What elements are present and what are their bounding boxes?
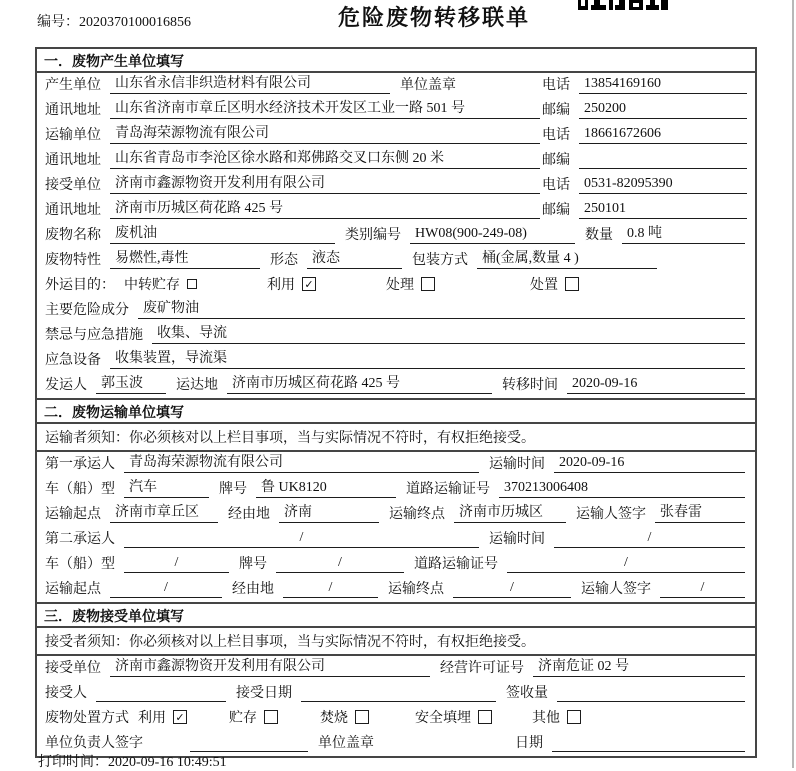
field-value: 青岛海荣源物流有限公司	[110, 122, 540, 144]
manifest-form	[35, 47, 757, 758]
checkbox-unchecked	[478, 710, 492, 724]
field-value: 收集、导流	[152, 322, 745, 344]
field-value: 0531-82095390	[579, 176, 747, 194]
field-value: 2020-09-16	[554, 455, 745, 473]
field-value: 桶(金属,数量 4 )	[477, 247, 657, 269]
field-label: 第一承运人	[45, 457, 115, 472]
field-label: 运输时间	[489, 457, 545, 472]
field-value: 青岛海荣源物流有限公司	[124, 451, 479, 473]
checkbox-checked: ✓	[173, 710, 187, 724]
checkbox-field	[386, 274, 435, 294]
checkbox-label: 贮存	[229, 711, 257, 726]
field-label: 签收量	[506, 686, 548, 701]
field-value: 济南市历城区荷花路 425 号	[227, 372, 492, 394]
spacer	[316, 293, 386, 294]
form-row	[37, 477, 755, 502]
field-label: 通讯地址	[45, 103, 101, 118]
field-label: 禁忌与应急措施	[45, 328, 143, 343]
form-row	[37, 502, 755, 527]
field-label: 经营许可证号	[440, 661, 524, 676]
field-value: /	[660, 580, 745, 598]
field-label: 运输时间	[489, 532, 545, 547]
checkbox-label: 其他	[532, 711, 560, 726]
field-label: 发运人	[45, 378, 87, 393]
field-value: 郭玉波	[96, 372, 166, 394]
form-row	[37, 123, 755, 148]
field-value: 济南	[279, 501, 379, 523]
field-value: 鲁 UK8120	[256, 476, 396, 498]
field-label: 废物处置方式	[45, 711, 129, 726]
section-note: 接受者须知：你必须核对以上栏目事项，当与实际情况不符时，有权拒绝接受。	[37, 628, 755, 656]
field-label: 第二承运人	[45, 532, 115, 547]
page-edge-line	[792, 0, 794, 768]
field-label: 车（船）型	[45, 557, 115, 572]
document-header	[0, 0, 796, 47]
field-label: 单位负责人签字	[45, 736, 143, 751]
field-value: 液态	[307, 247, 402, 269]
field-label: 电话	[542, 128, 570, 143]
field-label: 经由地	[232, 582, 274, 597]
field-label: 运输单位	[45, 128, 101, 143]
form-row	[37, 552, 755, 577]
form-row	[37, 173, 755, 198]
print-time	[38, 751, 227, 771]
field-label: 运输终点	[389, 507, 445, 522]
page-title: 危险废物转移联单	[337, 5, 530, 30]
form-row	[37, 323, 755, 348]
form-section-2	[37, 398, 755, 602]
field-value: HW08(900-249-08)	[410, 226, 575, 244]
field-value: 废矿物油	[138, 297, 745, 319]
field-label: 道路运输证号	[414, 557, 498, 572]
checkbox-field	[229, 707, 278, 727]
checkbox-label: 安全填埋	[415, 711, 471, 726]
field-value	[301, 684, 496, 702]
checkbox-label: 利用	[267, 278, 295, 293]
field-value: 山东省永信非织造材料有限公司	[110, 72, 390, 94]
checkbox-unchecked	[264, 710, 278, 724]
field-label: 邮编	[542, 103, 570, 118]
field-value: 0.8 吨	[622, 222, 745, 244]
field-label: 包装方式	[412, 253, 468, 268]
field-value	[96, 684, 226, 702]
checkbox-field	[320, 707, 369, 727]
field-label: 日期	[515, 736, 543, 751]
field-value: 济南危证 02 号	[533, 655, 745, 677]
field-label: 通讯地址	[45, 203, 101, 218]
field-label: 数量	[585, 228, 613, 243]
field-label: 接受人	[45, 686, 87, 701]
spacer	[492, 726, 532, 727]
field-label: 接受单位	[45, 661, 101, 676]
checkbox-field	[415, 707, 492, 727]
field-value: 易燃性,毒性	[110, 247, 260, 269]
section-header: 三．废物接受单位填写	[37, 604, 755, 628]
field-value: /	[554, 530, 745, 548]
field-value: /	[124, 530, 479, 548]
checkbox-label: 处置	[530, 278, 558, 293]
field-value	[557, 684, 745, 702]
section-note: 运输者须知：你必须核对以上栏目事项，当与实际情况不符时，有权拒绝接受。	[37, 424, 755, 452]
checkbox-unchecked	[187, 279, 197, 289]
form-row	[37, 527, 755, 552]
field-value: 13854169160	[579, 76, 747, 94]
field-label: 接受单位	[45, 178, 101, 193]
field-label: 道路运输证号	[406, 482, 490, 497]
field-label: 废物名称	[45, 228, 101, 243]
field-value	[190, 734, 308, 752]
field-label: 单位盖章	[318, 736, 374, 751]
field-group	[542, 174, 747, 194]
form-row	[37, 198, 755, 223]
checkbox-field	[532, 707, 581, 727]
field-label: 运输起点	[45, 582, 101, 597]
field-label: 邮编	[542, 153, 570, 168]
field-label: 电话	[542, 78, 570, 93]
form-row	[37, 452, 755, 477]
form-row	[37, 348, 755, 373]
field-value	[552, 734, 745, 752]
section-header: 二．废物运输单位填写	[37, 400, 755, 424]
field-label: 转移时间	[502, 378, 558, 393]
field-label: 电话	[542, 178, 570, 193]
form-row	[37, 98, 755, 123]
field-label: 运输人签字	[576, 507, 646, 522]
field-value: 收集装置，导流渠	[110, 347, 745, 369]
form-section-3	[37, 602, 755, 756]
field-group	[542, 199, 747, 219]
form-row	[37, 577, 755, 602]
field-group	[542, 74, 747, 94]
field-value: 济南市鑫源物资开发利用有限公司	[110, 655, 430, 677]
checkbox-field	[138, 707, 187, 727]
field-value: 山东省青岛市李沧区徐水路和郑佛路交叉口东侧 20 米	[110, 147, 540, 169]
field-value: 济南市鑫源物资开发利用有限公司	[110, 172, 540, 194]
spacer	[383, 751, 515, 752]
field-label: 牌号	[219, 482, 247, 497]
field-value: 张春雷	[655, 501, 745, 523]
field-label: 主要危险成分	[45, 303, 129, 318]
field-group	[542, 149, 747, 169]
spacer	[278, 726, 320, 727]
field-value: 汽车	[124, 476, 209, 498]
field-value: 250101	[579, 201, 747, 219]
print-time-value: 2020-09-16 10:49:51	[108, 755, 227, 770]
field-value: 18661672606	[579, 126, 747, 144]
checkbox-field	[124, 274, 197, 294]
form-row	[37, 148, 755, 173]
checkbox-field	[267, 274, 316, 294]
field-label: 类别编号	[345, 228, 401, 243]
form-row	[37, 656, 755, 681]
form-row	[37, 273, 755, 298]
checkbox-label: 焚烧	[320, 711, 348, 726]
field-label: 运输人签字	[581, 582, 651, 597]
field-label: 产生单位	[45, 78, 101, 93]
field-label: 外运目的：	[45, 278, 115, 293]
qr-code-icon	[578, 0, 668, 10]
field-label: 通讯地址	[45, 153, 101, 168]
field-label: 经由地	[228, 507, 270, 522]
field-label: 邮编	[542, 203, 570, 218]
print-time-label: 打印时间：	[38, 755, 108, 770]
form-row	[37, 223, 755, 248]
field-value: /	[110, 580, 222, 598]
field-value: 2020-09-16	[567, 376, 745, 394]
field-group	[542, 124, 747, 144]
field-value: 250200	[579, 101, 747, 119]
field-value: 济南市历城区荷花路 425 号	[110, 197, 540, 219]
checkbox-label: 利用	[138, 711, 166, 726]
field-label: 运输起点	[45, 507, 101, 522]
field-value: /	[283, 580, 378, 598]
spacer	[197, 293, 267, 294]
doc-number-label: 编号：	[37, 15, 79, 30]
field-label: 应急设备	[45, 353, 101, 368]
form-row	[37, 373, 755, 398]
field-value: /	[276, 555, 404, 573]
section-header: 一．废物产生单位填写	[37, 49, 755, 73]
form-row	[37, 248, 755, 273]
spacer	[187, 726, 229, 727]
field-value: 废机油	[110, 222, 335, 244]
form-row	[37, 298, 755, 323]
form-row	[37, 706, 755, 731]
checkbox-label: 处理	[386, 278, 414, 293]
field-value: 山东省济南市章丘区明水经济技术开发区工业一路 501 号	[110, 97, 540, 119]
field-value: 济南市历城区	[454, 501, 566, 523]
field-group	[542, 99, 747, 119]
field-label: 车（船）型	[45, 482, 115, 497]
field-label: 接受日期	[236, 686, 292, 701]
field-label: 运达地	[176, 378, 218, 393]
field-label: 废物特性	[45, 253, 101, 268]
doc-number-value: 2020370100016856	[79, 15, 191, 30]
form-section-1	[37, 49, 755, 398]
checkbox-unchecked	[565, 277, 579, 291]
field-label: 牌号	[239, 557, 267, 572]
field-value: 济南市章丘区	[110, 501, 218, 523]
field-value: /	[453, 580, 571, 598]
spacer	[435, 293, 530, 294]
field-label: 单位盖章	[400, 78, 456, 93]
field-value: /	[124, 555, 229, 573]
field-value: 370213006408	[499, 480, 745, 498]
spacer	[369, 726, 415, 727]
form-row	[37, 73, 755, 98]
checkbox-label: 中转贮存	[124, 278, 180, 293]
checkbox-unchecked	[355, 710, 369, 724]
form-row	[37, 681, 755, 706]
checkbox-checked: ✓	[302, 277, 316, 291]
field-label: 运输终点	[388, 582, 444, 597]
field-value	[579, 151, 747, 169]
checkbox-unchecked	[421, 277, 435, 291]
checkbox-unchecked	[567, 710, 581, 724]
field-label: 形态	[270, 253, 298, 268]
field-value: /	[507, 555, 745, 573]
checkbox-field	[530, 274, 579, 294]
